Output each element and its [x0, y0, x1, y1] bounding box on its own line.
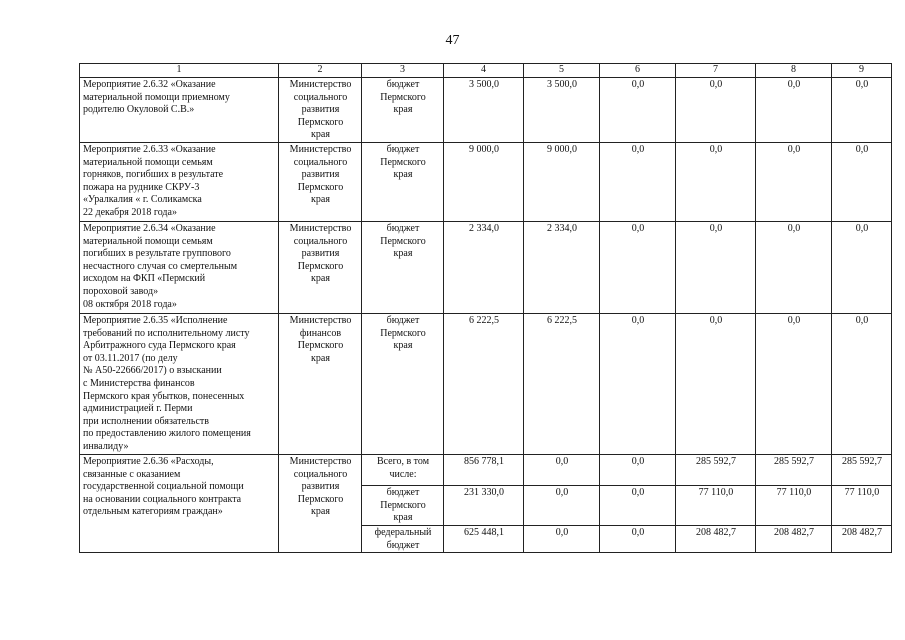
value-cell-6: 0,0: [600, 313, 676, 454]
value-cell-8: 0,0: [756, 313, 832, 454]
value-cell-7: 0,0: [676, 142, 756, 221]
table-row: [80, 142, 892, 221]
ministry-cell: Министерство финансов Пермского края: [279, 313, 362, 454]
value-cell-8: 0,0: [756, 78, 832, 143]
funding-source-cell: бюджет Пермского края: [362, 485, 444, 525]
event-name-cell: Мероприятие 2.6.35 «Исполнение требований по исполнительному листу Арбитражного суда Пермского края от 03.11.2017 (по делу № А50-22666/2017) о взыскании с Министерства финансов Пермского края убытков, понесенных администрацией г. Перми при исполнении обязательств по предоставлению жилого помещения инвалиду»: [80, 313, 279, 454]
value-cell-5: 3 500,0: [524, 78, 600, 143]
value-cell-9: 0,0: [832, 221, 892, 313]
column-header-4: 4: [444, 64, 524, 78]
event-name-cell: Мероприятие 2.6.33 «Оказание материальной помощи семьям горняков, погибших в результате пожара на руднике СКРУ-3 «Уралкалия « г. Соликамска 22 декабря 2018 года»: [80, 142, 279, 221]
value-cell-7: 0,0: [676, 78, 756, 143]
value-cell-5: 0,0: [524, 525, 600, 552]
funding-source-cell: бюджет Пермского края: [362, 221, 444, 313]
value-cell-4: 856 778,1: [444, 454, 524, 485]
event-name-cell: Мероприятие 2.6.36 «Расходы, связанные с оказанием государственной социальной помощи на основании социального контракта отдельным категориям граждан»: [80, 454, 279, 552]
page-number: 47: [445, 33, 460, 48]
value-cell-4: 9 000,0: [444, 142, 524, 221]
table-row: [80, 313, 892, 454]
value-cell-9: 0,0: [832, 142, 892, 221]
value-cell-6: 0,0: [600, 78, 676, 143]
value-cell-4: 231 330,0: [444, 485, 524, 525]
value-cell-7: 77 110,0: [676, 485, 756, 525]
value-cell-7: 0,0: [676, 313, 756, 454]
value-cell-9: 0,0: [832, 78, 892, 143]
funding-source-cell: бюджет Пермского края: [362, 142, 444, 221]
ministry-cell: Министерство социального развития Пермского края: [279, 454, 362, 552]
value-cell-5: 0,0: [524, 454, 600, 485]
value-cell-5: 0,0: [524, 485, 600, 525]
event-name-cell: Мероприятие 2.6.34 «Оказание материальной помощи семьям погибших в результате группового несчастного случая со смертельным исходом на ФКП «Пермский пороховой завод» 08 октября 2018 года»: [80, 221, 279, 313]
budget-table: [79, 63, 892, 553]
value-cell-4: 3 500,0: [444, 78, 524, 143]
value-cell-7: 0,0: [676, 221, 756, 313]
value-cell-5: 2 334,0: [524, 221, 600, 313]
ministry-cell: Министерство социального развития Пермского края: [279, 142, 362, 221]
value-cell-6: 0,0: [600, 221, 676, 313]
column-header-6: 6: [600, 64, 676, 78]
value-cell-5: 6 222,5: [524, 313, 600, 454]
header-row: [80, 64, 892, 78]
ministry-cell: Министерство социального развития Пермского края: [279, 78, 362, 143]
value-cell-9: 77 110,0: [832, 485, 892, 525]
event-name-cell: Мероприятие 2.6.32 «Оказание материальной помощи приемному родителю Окуловой С.В.»: [80, 78, 279, 143]
table-row: [80, 221, 892, 313]
value-cell-9: 208 482,7: [832, 525, 892, 552]
table-row: [80, 454, 892, 485]
value-cell-9: 285 592,7: [832, 454, 892, 485]
value-cell-8: 0,0: [756, 221, 832, 313]
ministry-cell: Министерство социального развития Пермского края: [279, 221, 362, 313]
value-cell-8: 0,0: [756, 142, 832, 221]
value-cell-8: 285 592,7: [756, 454, 832, 485]
value-cell-6: 0,0: [600, 525, 676, 552]
value-cell-6: 0,0: [600, 485, 676, 525]
funding-source-cell: Всего, в том числе:: [362, 454, 444, 485]
column-header-3: 3: [362, 64, 444, 78]
column-header-7: 7: [676, 64, 756, 78]
value-cell-4: 2 334,0: [444, 221, 524, 313]
value-cell-7: 285 592,7: [676, 454, 756, 485]
value-cell-6: 0,0: [600, 142, 676, 221]
value-cell-5: 9 000,0: [524, 142, 600, 221]
funding-source-cell: бюджет Пермского края: [362, 78, 444, 143]
value-cell-8: 77 110,0: [756, 485, 832, 525]
table-row: [80, 78, 892, 143]
value-cell-4: 6 222,5: [444, 313, 524, 454]
column-header-2: 2: [279, 64, 362, 78]
funding-source-cell: федеральный бюджет: [362, 525, 444, 552]
funding-source-cell: бюджет Пермского края: [362, 313, 444, 454]
value-cell-4: 625 448,1: [444, 525, 524, 552]
column-header-8: 8: [756, 64, 832, 78]
column-header-1: 1: [80, 64, 279, 78]
value-cell-9: 0,0: [832, 313, 892, 454]
value-cell-8: 208 482,7: [756, 525, 832, 552]
column-header-5: 5: [524, 64, 600, 78]
value-cell-6: 0,0: [600, 454, 676, 485]
column-header-9: 9: [832, 64, 892, 78]
value-cell-7: 208 482,7: [676, 525, 756, 552]
